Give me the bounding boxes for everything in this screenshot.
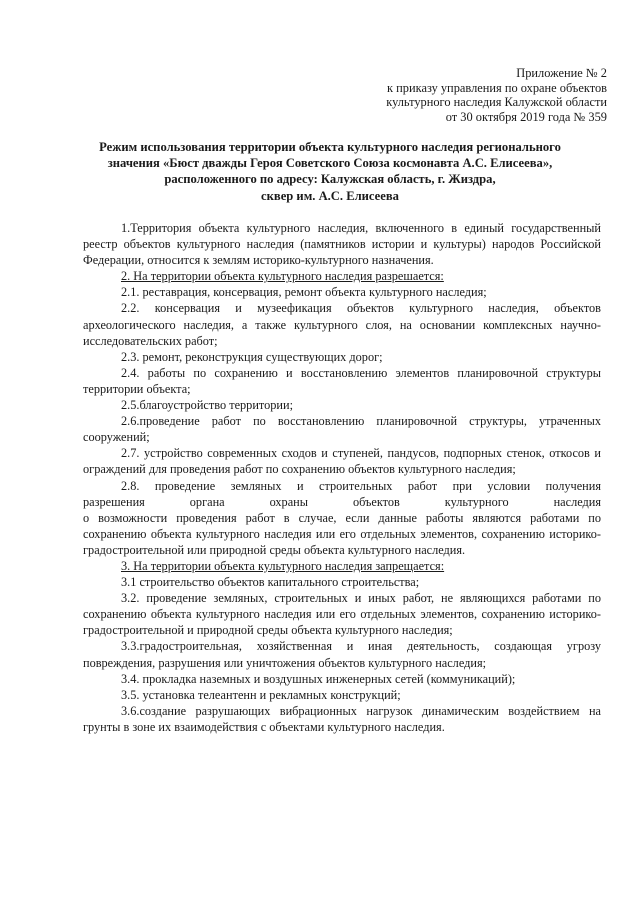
document-body [83, 220, 601, 735]
appendix-order-ref: к приказу управления по охране объектов [387, 80, 607, 95]
appendix-header [277, 66, 607, 124]
paragraph-1: 1.Территория объекта культурного наследия, включенного в единый государственный реестр объектов культурного наследия (памятников истории и культуры) народов Российской Федерации, относится к землям историко-культурного назначения. [83, 221, 601, 268]
paragraph-3-3: 3.3.градостроительная, хозяйственная и иная деятельность, создающая угрозу повреждения, разрушения или уничтожения объектов культурного наследия; [83, 639, 601, 670]
paragraph-2-8-line-1: 2.8. проведение земляных и строительных работ при условии получения [121, 478, 601, 493]
paragraph-2-2: 2.2. консервация и музеефикация объектов культурного наследия, объектов археологического наследия, а также культурного слоя, на основании комплексных научно-исследовательских работ; [83, 301, 601, 348]
paragraph-3-6: 3.6.создание разрушающих вибрационных нагрузок динамическим воздействием на грунты в зоне их взаимодействия с объектами культурного наследия. [83, 703, 601, 734]
appendix-date: от 30 октября 2019 года № 359 [445, 109, 607, 124]
paragraph-3-1: 3.1 строительство объектов капитального строительства; [121, 575, 420, 590]
title-line-2: значения «Бюст дважды Героя Советского Союза космонавта А.С. Елисеева», [107, 156, 553, 171]
document-title [60, 139, 600, 204]
paragraph-2-7: 2.7. устройство современных сходов и ступеней, пандусов, подпорных стенок, откосов и ограждений для проведения работ по сохранению объектов культурного наследия; [83, 446, 601, 477]
paragraph-2-4: 2.4. работы по сохранению и восстановлению элементов планировочной структуры территории объекта; [83, 365, 601, 396]
paragraph-2-5: 2.5.благоустройство территории; [121, 398, 293, 413]
paragraph-2-8-line-2: разрешения органа охраны объектов культурного наследия [83, 494, 601, 509]
appendix-number: Приложение № 2 [516, 66, 607, 80]
section-2-heading: 2. На территории объекта культурного наследия разрешается: [121, 269, 444, 284]
paragraph-2-3: 2.3. ремонт, реконструкция существующих дорог; [121, 349, 383, 364]
paragraph-2-1: 2.1. реставрация, консервация, ремонт объекта культурного наследия; [121, 285, 487, 300]
title-line-3: расположенного по адресу: Калужская область, г. Жиздра, [164, 172, 496, 187]
paragraph-2-8-line-3: о возможности проведения работ в случае, если данные работы являются работами по сохранению объекта культурного наследия или его отдельных элементов, сохранению историко-градостроительной или природной среды объекта культурного наследия. [83, 510, 601, 557]
paragraph-3-5: 3.5. установка телеантенн и рекламных конструкций; [121, 687, 401, 702]
paragraph-3-4: 3.4. прокладка наземных и воздушных инженерных сетей (коммуникаций); [121, 671, 516, 686]
paragraph-3-2: 3.2. проведение земляных, строительных и иных работ, не являющихся работами по сохранению объекта культурного наследия или его отдельных элементов, сохранению историко-градостроительной и природной среды объекта культурного наследия; [83, 591, 601, 638]
section-3-heading: 3. На территории объекта культурного наследия запрещается: [121, 558, 445, 573]
title-line-4: сквер им. А.С. Елисеева [261, 188, 399, 203]
appendix-authority: культурного наследия Калужской области [386, 95, 607, 110]
title-line-1: Режим использования территории объекта культурного наследия регионального [99, 140, 561, 154]
paragraph-2-6: 2.6.проведение работ по восстановлению планировочной структуры, утраченных сооружений; [83, 414, 601, 445]
